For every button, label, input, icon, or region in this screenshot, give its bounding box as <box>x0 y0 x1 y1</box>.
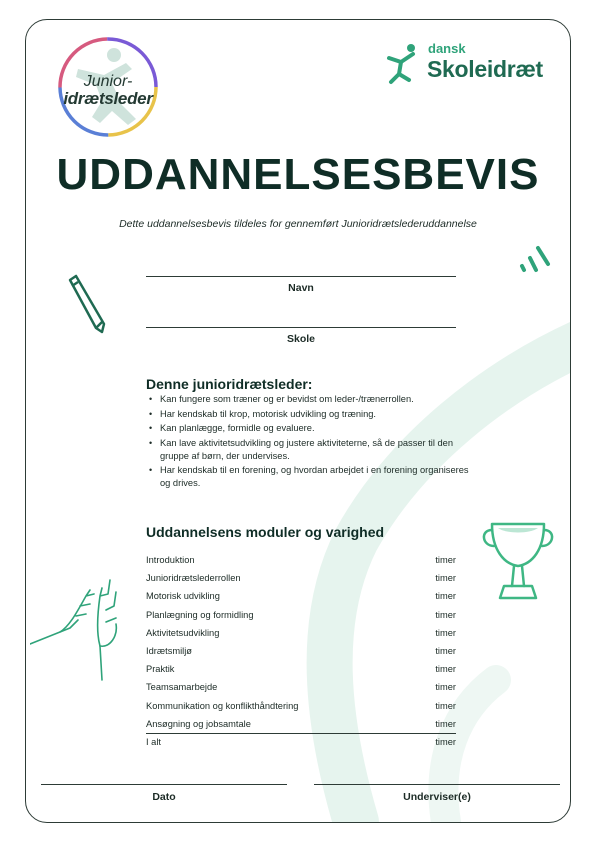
motion-lines-icon <box>516 238 556 278</box>
module-name: Introduktion <box>146 555 195 566</box>
list-item: • Kan lave aktivitetsudvikling og justere aktiviteterne, så de passer til den gruppe af børn, der undervises. <box>158 437 478 463</box>
competencies-list <box>146 393 478 492</box>
name-label: Navn <box>288 282 314 294</box>
module-unit: timer <box>435 718 456 729</box>
table-row <box>146 697 456 715</box>
page-subtitle: Dette uddannelsesbevis tildeles for gennemført Junioridrætslederuddannelse <box>119 218 477 230</box>
module-unit: timer <box>435 555 456 566</box>
name-line <box>146 276 456 277</box>
certificate-page <box>25 19 571 823</box>
modules-heading: Uddannelsens moduler og varighed <box>146 524 385 540</box>
module-unit: timer <box>435 700 456 711</box>
table-row-total <box>146 733 456 751</box>
page-title: UDDANNELSESBEVIS <box>56 150 540 199</box>
table-row <box>146 678 456 696</box>
table-row <box>146 715 456 733</box>
trophy-icon <box>478 510 558 610</box>
module-name: Motorisk udvikling <box>146 591 220 602</box>
modules-table <box>146 551 456 751</box>
table-row <box>146 624 456 642</box>
module-name: Aktivitetsudvikling <box>146 627 220 638</box>
pencil-icon <box>62 272 110 336</box>
date-label: Dato <box>152 791 176 803</box>
module-unit: timer <box>435 664 456 675</box>
total-label: I alt <box>146 737 161 748</box>
module-name: Planlægning og formidling <box>146 609 254 620</box>
module-name: Praktik <box>146 664 175 675</box>
module-name: Idrætsmiljø <box>146 646 192 657</box>
module-unit: timer <box>435 591 456 602</box>
teacher-label: Underviser(e) <box>403 791 471 803</box>
teacher-line <box>314 784 560 785</box>
list-item: • Kan fungere som træner og er bevidst om leder-/trænerrollen. <box>158 393 478 406</box>
list-item: • Kan planlægge, formidle og evaluere. <box>158 422 478 435</box>
module-name: Teamsamarbejde <box>146 682 218 693</box>
badge-text-line1: Junior- <box>83 73 133 90</box>
table-row <box>146 569 456 587</box>
table-row <box>146 606 456 624</box>
table-row <box>146 660 456 678</box>
school-line <box>146 327 456 328</box>
logo-text-big: Skoleidræt <box>427 56 543 82</box>
module-name: Ansøgning og jobsamtale <box>146 718 251 729</box>
logo-text-small: dansk <box>428 41 466 56</box>
badge-text-line2: idrætsleder <box>63 89 153 108</box>
module-unit: timer <box>435 646 456 657</box>
table-row <box>146 551 456 569</box>
module-unit: timer <box>435 609 456 620</box>
competencies-heading: Denne junioridrætsleder: <box>146 376 313 392</box>
list-item: • Har kendskab til krop, motorisk udvikling og træning. <box>158 408 478 421</box>
module-unit: timer <box>435 682 456 693</box>
module-unit: timer <box>435 737 456 748</box>
list-item: • Har kendskab til en forening, og hvordan arbejdet i en forening organiseres og drives. <box>158 464 478 490</box>
table-row <box>146 587 456 605</box>
module-name: Junioridrætslederrollen <box>146 573 241 584</box>
date-line <box>41 784 287 785</box>
skoleidraet-logo-icon <box>383 42 427 86</box>
module-unit: timer <box>435 627 456 638</box>
high-five-hands-icon <box>30 570 130 690</box>
module-unit: timer <box>435 573 456 584</box>
table-row <box>146 642 456 660</box>
module-name: Kommunikation og konflikthåndtering <box>146 700 299 711</box>
school-label: Skole <box>286 333 315 345</box>
